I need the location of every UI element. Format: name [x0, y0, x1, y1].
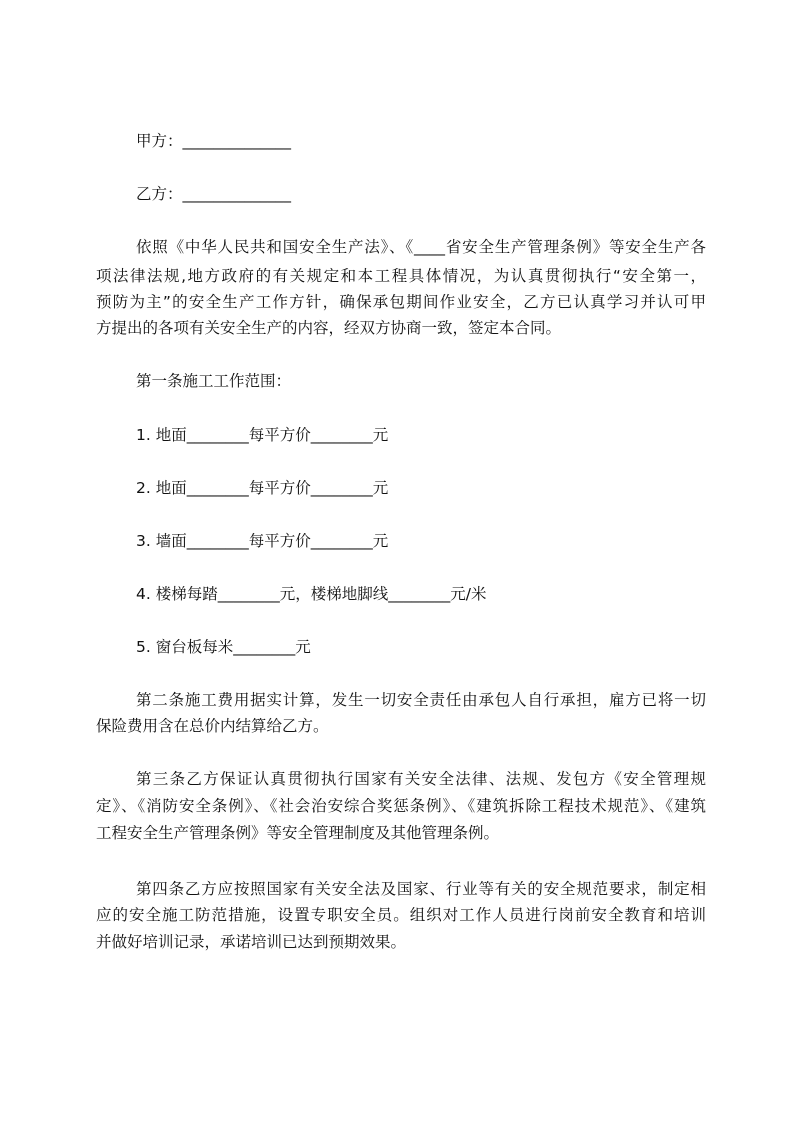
article-1-item-1: 1. 地面________每平方价________元 [136, 426, 389, 444]
article-1-item-3: 3. 墙面________每平方价________元 [136, 532, 389, 550]
party-a-label: 甲方： [136, 132, 183, 150]
article-4-line-1: 第四条乙方应按照国家有关安全法及国家、行业等有关的安全规范要求，制定相 [136, 880, 706, 898]
preamble-line-4: 方提出的各项有关安全生产的内容，经双方协商一致，签定本合同。 [96, 319, 562, 337]
article-1-title: 第一条施工工作范围： [136, 372, 292, 390]
party-a-line [136, 131, 793, 151]
preamble-line-1: 依照《中华人民共和国安全生产法》、《____省安全生产管理条例》等安全生产各 [136, 238, 706, 256]
article-4-line-3: 并做好培训记录，承诺培训已达到预期效果。 [96, 933, 407, 951]
party-b-blank: ______________ [182, 185, 292, 203]
article-4-line-2: 应的安全施工防范措施，设置专职安全员。组织对工作人员进行岗前安全教育和培训 [96, 906, 706, 924]
article-3-line-2: 定》、《消防安全条例》、《社会治安综合奖惩条例》、《建筑拆除工程技术规范》、《建筑 [96, 797, 706, 815]
preamble-line-2: 项法律法规,地方政府的有关规定和本工程具体情况，为认真贯彻执行“安全第一， [96, 267, 706, 285]
article-1-item-2: 2. 地面________每平方价________元 [136, 479, 389, 497]
party-b-label: 乙方： [136, 185, 183, 203]
party-a-blank: ______________ [182, 132, 292, 150]
article-2-line-1: 第二条施工费用据实计算，发生一切安全责任由承包人自行承担，雇方已将一切 [136, 691, 706, 709]
party-b-line [136, 184, 793, 204]
article-1-item-4: 4. 楼梯每踏________元，楼梯地脚线________元/米 [136, 585, 487, 603]
article-2-line-2: 保险费用含在总价内结算给乙方。 [96, 717, 329, 735]
preamble-line-3: 预防为主”的安全生产工作方针，确保承包期间作业安全，乙方已认真学习并认可甲 [96, 293, 706, 311]
article-1-item-5: 5. 窗台板每米________元 [136, 638, 311, 656]
article-3-line-3: 工程安全生产管理条例》等安全管理制度及其他管理条例。 [96, 824, 500, 842]
article-3-line-1: 第三条乙方保证认真贯彻执行国家有关安全法律、法规、发包方《安全管理规 [136, 770, 706, 788]
